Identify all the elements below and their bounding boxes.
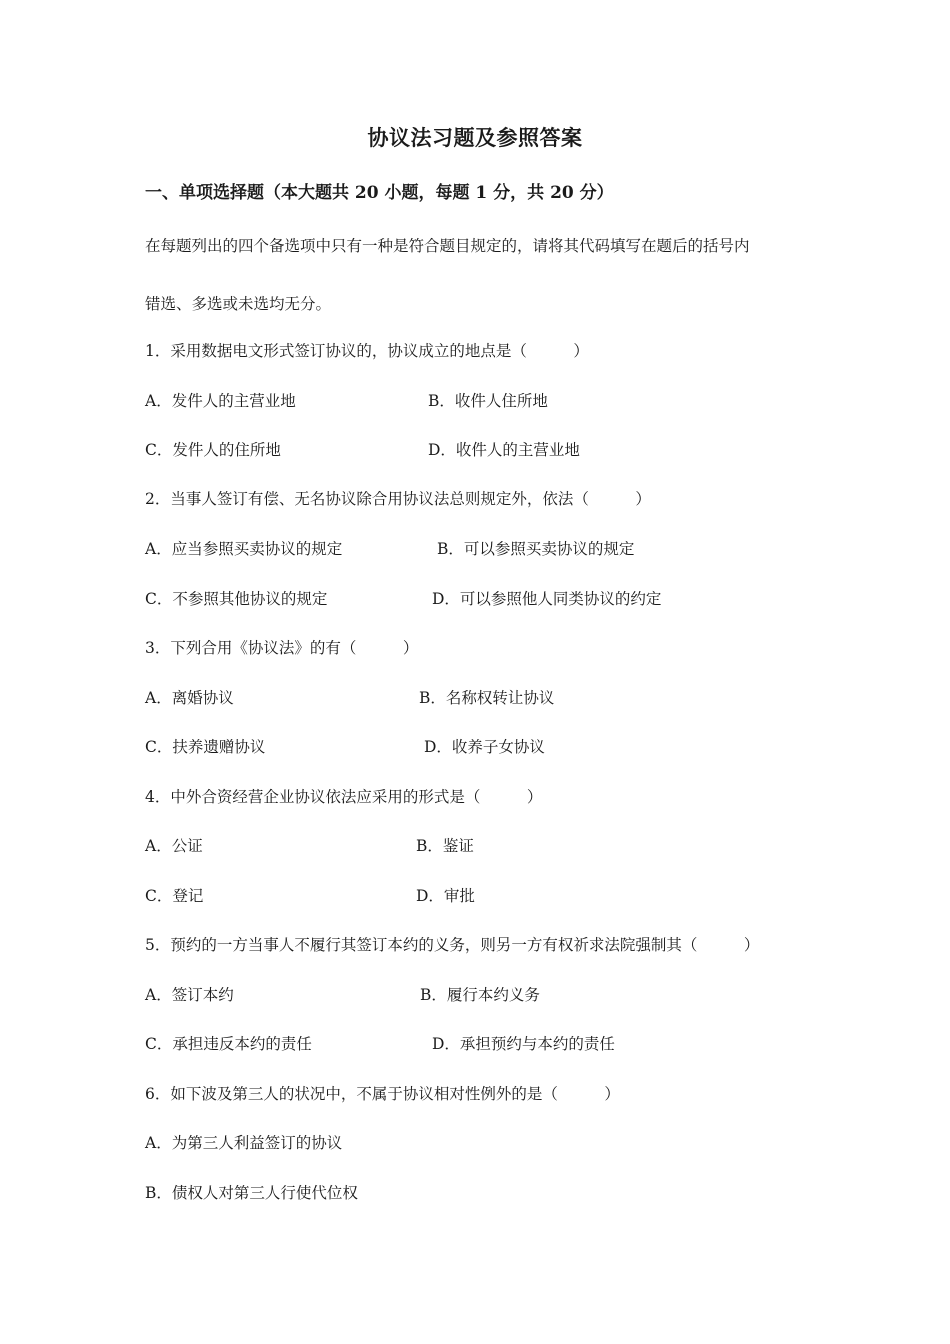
option-d: D．审批 xyxy=(416,887,475,905)
option-b: B．收件人住所地 xyxy=(428,392,548,410)
section-heading: 一、单项选择题（本大题共 20 小题，每题 1 分，共 20 分） xyxy=(145,183,614,203)
question-stem: 1．采用数据电文形式签订协议的，协议成立的地点是（ ） xyxy=(145,342,589,360)
option-c: C．发件人的住所地 xyxy=(145,441,281,459)
instruction-line: 在每题列出的四个备选项中只有一种是符合题目规定的，请将其代码填写在题后的括号内 xyxy=(145,237,750,255)
option-b: B．名称权转让协议 xyxy=(419,689,555,707)
question-stem: 5．预约的一方当事人不履行其签订本约的义务，则另一方有权祈求法院强制其（ ） xyxy=(145,936,760,954)
option-b: B．债权人对第三人行使代位权 xyxy=(145,1184,358,1202)
option-a: A．应当参照买卖协议的规定 xyxy=(145,540,343,558)
option-a: A．发件人的主营业地 xyxy=(145,392,296,410)
option-a: A．签订本约 xyxy=(145,986,234,1004)
option-c: C．扶养遗赠协议 xyxy=(145,738,266,756)
question-stem: 3．下列合用《协议法》的有（ ） xyxy=(145,639,419,657)
option-c: C．承担违反本约的责任 xyxy=(145,1035,312,1053)
option-b: B．鉴证 xyxy=(416,837,474,855)
option-a: A．为第三人利益签订的协议 xyxy=(145,1134,343,1152)
question-stem: 6．如下波及第三人的状况中，不属于协议相对性例外的是（ ） xyxy=(145,1085,620,1103)
document-title: 协议法习题及参照答案 xyxy=(367,125,583,150)
option-c: C．登记 xyxy=(145,887,204,905)
option-d: D．承担预约与本约的责任 xyxy=(432,1035,615,1053)
instruction-line: 错选、多选或未选均无分。 xyxy=(145,295,332,313)
option-a: A．公证 xyxy=(145,837,203,855)
option-d: D．收养子女协议 xyxy=(424,738,545,756)
option-b: B．可以参照买卖协议的规定 xyxy=(437,540,635,558)
option-d: D．收件人的主营业地 xyxy=(428,441,580,459)
option-b: B．履行本约义务 xyxy=(420,986,540,1004)
option-c: C．不参照其他协议的规定 xyxy=(145,590,328,608)
question-stem: 2．当事人签订有偿、无名协议除合用协议法总则规定外，依法（ ） xyxy=(145,490,651,508)
question-stem: 4．中外合资经营企业协议依法应采用的形式是（ ） xyxy=(145,788,543,806)
option-d: D．可以参照他人同类协议的约定 xyxy=(432,590,662,608)
option-a: A．离婚协议 xyxy=(145,689,234,707)
